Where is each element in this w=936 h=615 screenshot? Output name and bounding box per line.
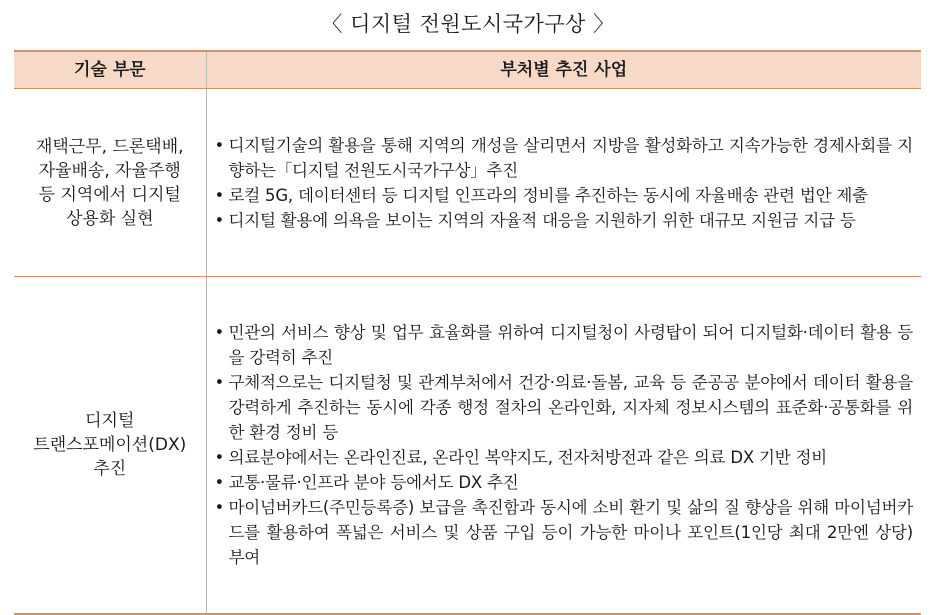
- list-item: [215, 320, 914, 370]
- project-list: [215, 133, 914, 233]
- bullet-icon: •: [214, 498, 225, 517]
- list-item: [215, 370, 914, 445]
- list-item: [215, 208, 914, 233]
- list-item-text: 디지털 활용에 의욕을 보이는 지역의 자율적 대응을 지원하기 위한 대규모 지원금 지급 등: [228, 210, 856, 230]
- bullet-icon: •: [214, 473, 225, 492]
- column-header-tech-sector: 기술 부문: [14, 51, 206, 89]
- category-line: 등 지역에서 디지털: [38, 184, 181, 205]
- category-line: 상용화 실현: [65, 208, 154, 229]
- bullet-icon: •: [214, 373, 225, 392]
- category-line: 트랜스포메이션(DX): [33, 435, 187, 455]
- list-item-text: 로컬 5G, 데이터센터 등 디지털 인프라의 정비를 추진하는 동시에 자율배송 관련 법안 제출: [228, 185, 868, 205]
- list-item-text: 의료분야에서는 온라인진료, 온라인 복약지도, 전자처방전과 같은 의료 DX 기반 정비: [228, 448, 827, 467]
- table-row: [14, 89, 921, 277]
- project-list: [215, 320, 914, 570]
- table-header-row: [14, 51, 921, 89]
- bullet-icon: •: [214, 323, 225, 342]
- list-item: [215, 133, 914, 183]
- category-cell: [14, 277, 206, 615]
- list-item: [215, 495, 914, 570]
- list-item: [215, 445, 914, 470]
- category-line: 자율배송, 자율주행: [38, 160, 181, 181]
- list-item-text: 마이넘버카드(주민등록증) 보급을 촉진함과 동시에 소비 환기 및 삶의 질 향상을 위해 마이넘버카드를 활용하여 폭넓은 서비스 및 상품 구입 등이 가능한 마이나 포인트(1인당 최대 2만엔 상당) 부여: [228, 498, 913, 567]
- category-line: 재택근무, 드론택배,: [35, 136, 184, 157]
- list-item-text: 디지털기술의 활용을 통해 지역의 개성을 살리면서 지방을 활성화하고 지속가능한 경제사회를 지향하는「디지털 전원도시국가구상」추진: [228, 135, 913, 180]
- list-item-text: 교통·물류·인프라 분야 등에서도 DX 추진: [228, 473, 519, 492]
- table-row: [14, 277, 921, 615]
- category-cell: [14, 89, 206, 277]
- list-item-text: 민관의 서비스 향상 및 업무 효율화를 위하여 디지털청이 사령탑이 되어 디지털화·데이터 활용 등을 강력히 추진: [228, 323, 913, 367]
- bullet-icon: •: [214, 448, 225, 467]
- projects-cell: [206, 89, 921, 277]
- bullet-icon: •: [214, 135, 225, 155]
- bullet-icon: •: [214, 185, 225, 205]
- page-title: 〈 디지털 전원도시국가구상 〉: [321, 12, 615, 36]
- bullet-icon: •: [214, 210, 225, 230]
- list-item: [215, 183, 914, 208]
- projects-cell: [206, 277, 921, 615]
- category-line: 디지털: [85, 411, 135, 431]
- list-item: [215, 470, 914, 495]
- digital-projects-table: [14, 50, 921, 615]
- column-header-ministry-projects: 부처별 추진 사업: [206, 51, 921, 89]
- category-line: 추진: [93, 459, 127, 479]
- list-item-text: 구체적으로는 디지털청 및 관계부처에서 건강·의료·돌봄, 교육 등 준공공 분야에서 데이터 활용을 강력하게 추진하는 동시에 각종 행정 절차의 온라인화, 지자체 정보시스템의 표준화·공통화를 위한 환경 정비 등: [228, 373, 913, 442]
